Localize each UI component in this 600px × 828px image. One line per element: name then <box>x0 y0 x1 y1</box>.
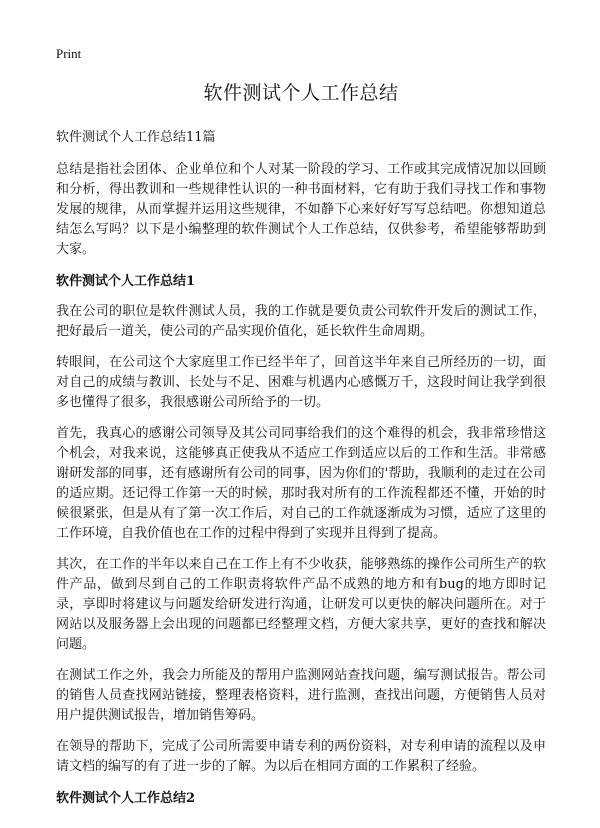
section-heading-2: 软件测试个人工作总结2 <box>56 791 196 806</box>
section-1-paragraph-4: 其次，在工作的半年以来自己在工作上有不少收获，能够熟练的操作公司所生产的软件产品，做到尽到自己的工作职责将软件产品不成熟的地方和有bug的地方即时记录，享即时将建议与问题发给研发进行沟通，让研发可以更快的解决问题所在。对于网站以及服务器上会出现的问题都已经整理文档，方便大家共享，更好的查找和解决问题。 <box>56 557 546 652</box>
section-1-paragraph-3: 首先，我真心的感谢公司领导及其公司同事给我们的这个难得的机会，我非常珍惜这个机会，对我来说，这能够真正使我从不适应工作到适应以后的工作和生活。非常感谢研发部的同事，还有感谢所有公司的同事，因为你们的'帮助，我顺利的走过在公司的适应期。还记得工作第一天的时候，那时我对所有的工作流程都还不懂，开始的时候很紧张，但是从有了第一次工作后，对自己的工作就逐渐成为习惯，适应了这里的工作环境，自我价值也在工作的过程中得到了实现并且得到了提高。 <box>56 426 546 541</box>
section-1-paragraph-2: 转眼间，在公司这个大家庭里工作已经半年了，回首这半年来自己所经历的一切，面对自己的成绩与教训、长处与不足、困难与机遇内心感慨万千，这段时间让我学到很多也懂得了很多，我很感谢公司所给予的一切。 <box>56 355 546 410</box>
section-1-paragraph-5: 在测试工作之外，我会力所能及的帮用户监测网站查找问题，编写测试报告。帮公司的销售人员查找网站链接，整理表格资料，进行监测，查找出问题，方便销售人员对用户提供测试报告，增加销售筹码。 <box>56 668 546 723</box>
section-1-paragraph-1: 我在公司的职位是软件测试人员，我的工作就是要负责公司软件开发后的测试工作，把好最后一道关，使公司的产品实现价值化，延长软件生命周期。 <box>56 304 546 339</box>
print-link[interactable]: Print <box>56 46 82 61</box>
document <box>56 78 546 819</box>
page-title: 软件测试个人工作总结 <box>203 82 399 104</box>
section-heading-1: 软件测试个人工作总结1 <box>56 274 196 289</box>
section-1-paragraph-6: 在领导的帮助下，完成了公司所需要申请专利的两份资料，对专利申请的流程以及申请文档的编写的有了进一步的了解。为以后在相同方面的工作累积了经验。 <box>56 739 546 774</box>
document-subtitle: 软件测试个人工作总结11篇 <box>56 130 216 145</box>
intro-paragraph: 总结是指社会团体、企业单位和个人对某一阶段的学习、工作或其完成情况加以回顾和分析，得出教训和一些规律性认识的一种书面材料，它有助于我们寻找工作和事物发展的规律，从而掌握并运用这些规律，不如静下心来好好写写总结吧。你想知道总结怎么写吗？以下是小编整理的软件测试个人工作总结，仅供参考，希望能够帮助到大家。 <box>56 162 546 257</box>
